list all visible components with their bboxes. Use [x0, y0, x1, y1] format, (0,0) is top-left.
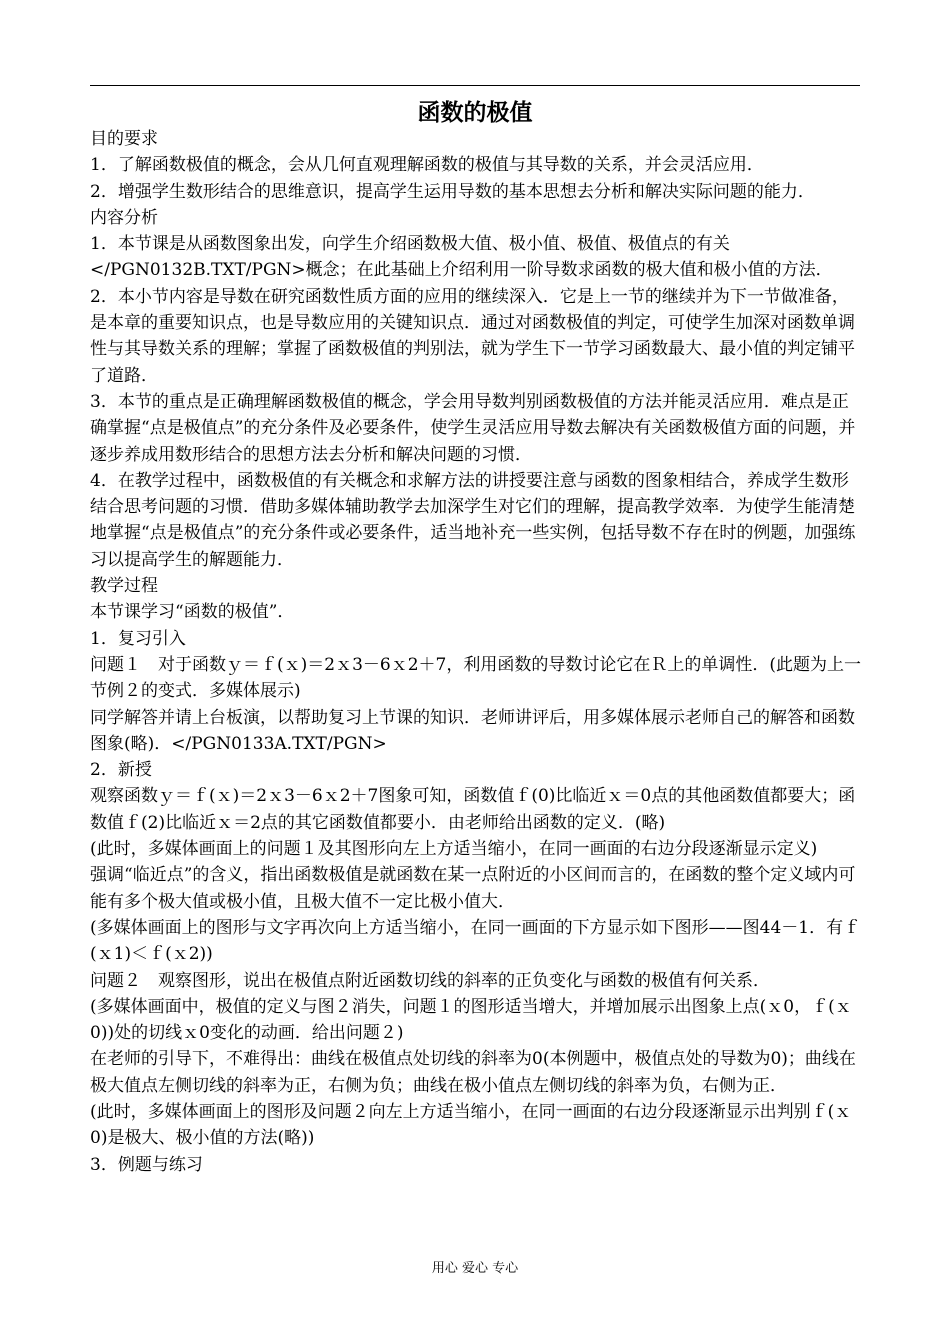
paragraph: 强调“临近点”的含义，指出函数极值是就函数在某一点附近的小区间而言的，在函数的整个定义域内可能有多个极大值或极小值，且极大值不一定比极小值大．	[90, 865, 856, 912]
header-rule	[90, 85, 860, 86]
paragraph: 问题２ 观察图形，说出在极值点附近函数切线的斜率的正负变化与函数的极值有何关系．	[90, 970, 770, 991]
section-heading-process: 教学过程	[90, 576, 158, 597]
paragraph: (多媒体画面上的图形与文字再次向上方适当缩小，在同一画面的下方显示如下图形——图44－1．有ｆ(ｘ1)＜ｆ(ｘ2))	[90, 917, 861, 965]
paragraph: 观察函数ｙ＝ｆ(ｘ)＝2ｘ3－6ｘ2＋7图象可知，函数值ｆ(0)比临近ｘ＝0点的其他函数值都要大；函数值ｆ(2)比临近ｘ＝2点的其它函数值都要小．由老师给出函数的定义．(略)	[90, 786, 856, 833]
paragraph: 在老师的引导下，不难得出：曲线在极值点处切线的斜率为0(本例题中，极值点处的导数为0)；曲线在极大值点左侧切线的斜率为正，右侧为负；曲线在极小值点左侧切线的斜率为负，右侧为正．	[90, 1049, 856, 1096]
paragraph: 问题１ 对于函数ｙ＝ｆ(ｘ)＝2ｘ3－6ｘ2＋7，利用函数的导数讨论它在Ｒ上的单调性．(此题为上一节例２的变式．多媒体展示)	[90, 654, 861, 702]
paragraph: 同学解答并请上台板演，以帮助复习上节课的知识．老师讲评后，用多媒体展示老师自己的解答和函数图象(略)．</PGN0133A.TXT/PGN>	[90, 707, 855, 754]
document-body	[90, 126, 865, 1178]
subheading-new: 2．新授	[90, 760, 152, 781]
paragraph: (此时，多媒体画面上的问题１及其图形向左上方适当缩小，在同一画面的右边分段逐渐显示定义)	[90, 839, 818, 860]
paragraph: 4．在教学过程中，函数极值的有关概念和求解方法的讲授要注意与函数的图象相结合，养成学生数形结合思考问题的习惯．借助多媒体辅助教学去加深学生对它们的理解，提高教学效率．为使学生能清楚地掌握“点是极值点”的充分条件或必要条件，适当地补充一些实例，包括导数不存在时的例题，加强练习以提高学生的解题能力．	[90, 470, 856, 570]
paragraph: 2．本小节内容是导数在研究函数性质方面的应用的继续深入．它是上一节的继续并为下一节做准备，是本章的重要知识点，也是导数应用的关键知识点．通过对函数极值的判定，可使学生加深对函数单调性与其导数关系的理解；掌握了函数极值的判别法，就为学生下一节学习函数最大、最小值的判定铺平了道路．	[90, 286, 855, 386]
subheading-examples: 3．例题与练习	[90, 1154, 203, 1175]
paragraph: (此时，多媒体画面上的图形及问题２向左上方适当缩小，在同一画面的右边分段逐渐显示出判别ｆ(ｘ0)是极大、极小值的方法(略))	[90, 1101, 852, 1149]
page-footer: 用心 爱心 专心	[431, 1261, 519, 1276]
paragraph: 3．本节的重点是正确理解函数极值的概念，学会用导数判别函数极值的方法并能灵活应用．难点是正确掌握“点是极值点”的充分条件及必要条件，使学生灵活应用导数去解决有关函数极值方面的问题，并逐步养成用数形结合的思想方法去分析和解决问题的习惯．	[90, 391, 856, 465]
paragraph: (多媒体画面中，极值的定义与图２消失，问题１的图形适当增大，并增加展示出图象上点(ｘ0，ｆ(ｘ0))处的切线ｘ0变化的动画．给出问题２)	[90, 996, 852, 1044]
section-heading-analysis: 内容分析	[90, 207, 158, 228]
paragraph: 2．增强学生数形结合的思维意识，提高学生运用导数的基本思想去分析和解决实际问题的能力．	[90, 181, 815, 202]
paragraph: 1．本节课是从函数图象出发，向学生介绍函数极大值、极小值、极值、极值点的有关</PGN0132B.TXT/PGN>概念；在此基础上介绍利用一阶导数求函数的极大值和极小值的方法．	[90, 234, 833, 281]
section-heading-goals: 目的要求	[90, 129, 158, 149]
subheading-review: 1．复习引入	[90, 628, 186, 649]
paragraph: 1．了解函数极值的概念，会从几何直观理解函数的极值与其导数的关系，并会灵活应用．	[90, 155, 764, 176]
paragraph: 本节课学习“函数的极值”．	[90, 602, 295, 623]
page-title: 函数的极值	[417, 100, 533, 126]
